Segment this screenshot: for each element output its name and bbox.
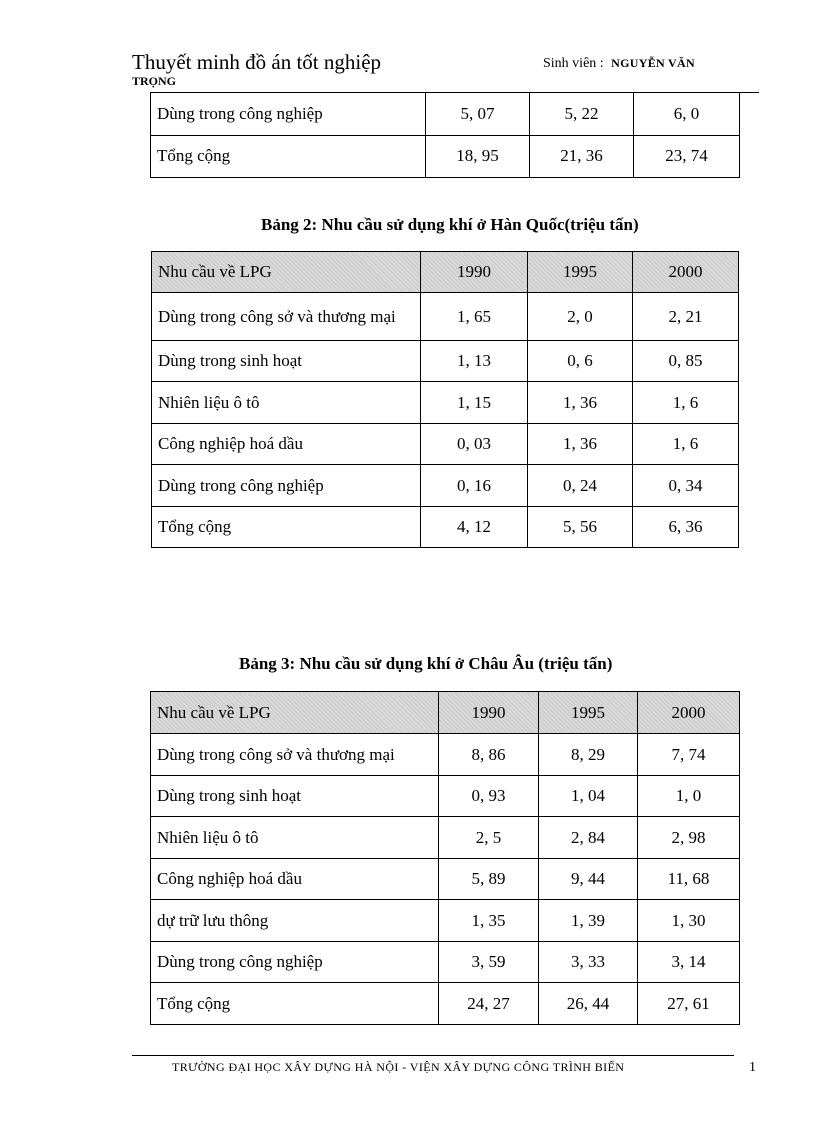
- table-header-row: [152, 252, 739, 293]
- table-row: [152, 293, 739, 341]
- cell-1990: 0, 93: [439, 776, 539, 817]
- table-header-row: [151, 692, 740, 734]
- table-row: [151, 859, 740, 900]
- row-label: Dùng trong công nghiệp: [152, 465, 421, 507]
- column-header: 1995: [539, 692, 638, 734]
- table-row: [152, 424, 739, 465]
- cell-2000: 6, 36: [633, 507, 739, 548]
- cell-2000: 2, 98: [638, 817, 740, 859]
- column-header: 2000: [633, 252, 739, 293]
- table-row: [152, 465, 739, 507]
- table-2: [151, 251, 739, 548]
- column-header: 2000: [638, 692, 740, 734]
- row-label: Dùng trong công nghiệp: [151, 942, 439, 983]
- cell-1990: 1, 35: [439, 900, 539, 942]
- row-label: Công nghiệp hoá dầu: [152, 424, 421, 465]
- cell-1995: 8, 29: [539, 734, 638, 776]
- cell-1990: 1, 13: [421, 341, 528, 382]
- table-row: [151, 734, 740, 776]
- footer-divider: [132, 1055, 734, 1056]
- cell-2000: 3, 14: [638, 942, 740, 983]
- table-row: [151, 817, 740, 859]
- table-row: [151, 93, 740, 135]
- student-label: Sinh viên :: [543, 56, 604, 71]
- cell-1990: 5, 07: [426, 93, 530, 135]
- table-row: [151, 900, 740, 942]
- row-label: dự trữ lưu thông: [151, 900, 439, 942]
- row-label: Dùng trong công sở và thương mại: [152, 293, 421, 341]
- cell-2000: 1, 6: [633, 424, 739, 465]
- student-name-continued: TRỌNG: [132, 74, 177, 88]
- column-header: 1990: [439, 692, 539, 734]
- cell-2000: 2, 21: [633, 293, 739, 341]
- cell-2000: 0, 85: [633, 341, 739, 382]
- cell-2000: 27, 61: [638, 983, 740, 1025]
- row-label: Dùng trong sinh hoạt: [152, 341, 421, 382]
- row-label: Dùng trong công sở và thương mại: [151, 734, 439, 776]
- row-label: Nhiên liệu ô tô: [152, 382, 421, 424]
- cell-1990: 5, 89: [439, 859, 539, 900]
- footer-text: TRƯỜNG ĐẠI HỌC XÂY DỰNG HÀ NỘI - VIỆN XÂY DỰNG CÔNG TRÌNH BIỂN: [172, 1060, 625, 1074]
- cell-1990: 2, 5: [439, 817, 539, 859]
- cell-1990: 8, 86: [439, 734, 539, 776]
- cell-1995: 2, 84: [539, 817, 638, 859]
- table-3: [150, 691, 740, 1025]
- cell-1990: 0, 03: [421, 424, 528, 465]
- row-label: Nhiên liệu ô tô: [151, 817, 439, 859]
- cell-1995: 5, 56: [528, 507, 633, 548]
- table-row: [151, 776, 740, 817]
- cell-2000: 7, 74: [638, 734, 740, 776]
- table-row: [152, 507, 739, 548]
- cell-1995: 26, 44: [539, 983, 638, 1025]
- cell-1995: 0, 6: [528, 341, 633, 382]
- row-label: Tổng cộng: [151, 983, 439, 1025]
- cell-2000: 1, 0: [638, 776, 740, 817]
- cell-1990: 24, 27: [439, 983, 539, 1025]
- table-1-continued: [150, 93, 740, 178]
- cell-1995: 2, 0: [528, 293, 633, 341]
- table-3-caption: Bảng 3: Nhu cầu sử dụng khí ở Châu Âu (triệu tấn): [239, 654, 613, 673]
- cell-2000: 23, 74: [634, 135, 740, 177]
- cell-1995: 21, 36: [530, 135, 634, 177]
- table-row: [151, 135, 740, 177]
- cell-1990: 1, 65: [421, 293, 528, 341]
- student-info: [543, 56, 695, 72]
- cell-2000: 1, 6: [633, 382, 739, 424]
- student-name: NGUYỄN VĂN: [611, 56, 695, 70]
- cell-1990: 1, 15: [421, 382, 528, 424]
- table-row: [151, 942, 740, 983]
- column-header: Nhu cầu về LPG: [151, 692, 439, 734]
- table-row: [152, 341, 739, 382]
- cell-1995: 0, 24: [528, 465, 633, 507]
- row-label: Công nghiệp hoá dầu: [151, 859, 439, 900]
- cell-1995: 5, 22: [530, 93, 634, 135]
- row-label: Dùng trong sinh hoạt: [151, 776, 439, 817]
- cell-1995: 1, 36: [528, 424, 633, 465]
- column-header: 1995: [528, 252, 633, 293]
- table-row: [151, 983, 740, 1025]
- document-title: Thuyết minh đồ án tốt nghiệp: [132, 50, 382, 74]
- cell-2000: 0, 34: [633, 465, 739, 507]
- column-header: 1990: [421, 252, 528, 293]
- table-2-caption: Bảng 2: Nhu cầu sử dụng khí ở Hàn Quốc(triệu tấn): [261, 215, 639, 234]
- cell-2000: 6, 0: [634, 93, 740, 135]
- row-label: Tổng cộng: [152, 507, 421, 548]
- cell-1990: 3, 59: [439, 942, 539, 983]
- row-label: Tổng cộng: [151, 135, 426, 177]
- cell-1990: 4, 12: [421, 507, 528, 548]
- column-header: Nhu cầu về LPG: [152, 252, 421, 293]
- page-number: 1: [749, 1060, 756, 1075]
- cell-1995: 1, 04: [539, 776, 638, 817]
- cell-1990: 18, 95: [426, 135, 530, 177]
- cell-1995: 9, 44: [539, 859, 638, 900]
- cell-1995: 1, 36: [528, 382, 633, 424]
- cell-2000: 11, 68: [638, 859, 740, 900]
- cell-2000: 1, 30: [638, 900, 740, 942]
- cell-1995: 3, 33: [539, 942, 638, 983]
- cell-1990: 0, 16: [421, 465, 528, 507]
- cell-1995: 1, 39: [539, 900, 638, 942]
- table-row: [152, 382, 739, 424]
- row-label: Dùng trong công nghiệp: [151, 93, 426, 135]
